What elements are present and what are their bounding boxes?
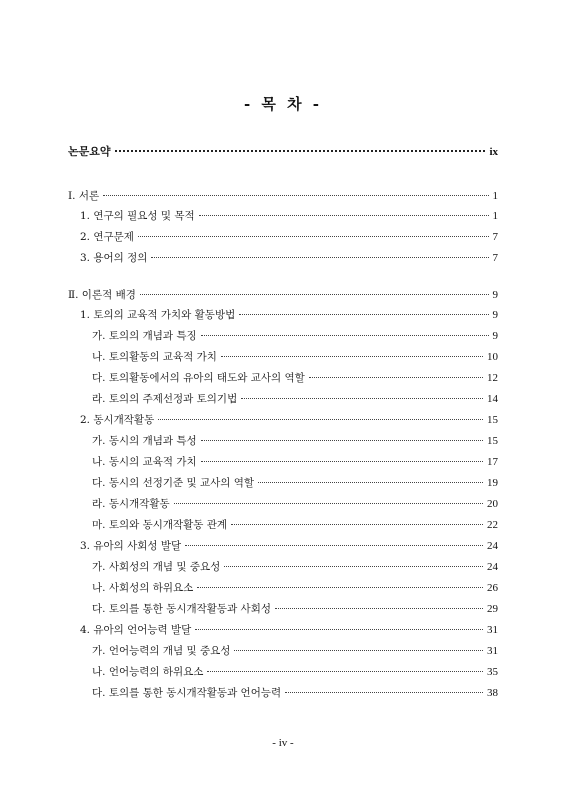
dot-leader [241,398,483,399]
dot-leader [231,524,483,525]
toc-entry[interactable] [68,145,498,159]
toc-entry-page: 7 [492,252,498,264]
toc-entry-label: Ⅱ. 이론적 배경 [68,289,136,301]
toc-entry-page: 14 [487,393,498,405]
toc-entry[interactable] [80,539,498,553]
toc-entry[interactable] [92,602,498,616]
dot-leader [201,335,489,336]
toc-entry-label: 가. 토의의 개념과 특징 [92,330,197,342]
dot-leader [151,257,488,258]
toc-entry-label: 나. 사회성의 하위요소 [92,582,194,594]
toc-entry-page: 9 [492,289,498,301]
dot-leader [158,419,483,420]
toc-entry-page: 38 [487,687,498,699]
toc-entry[interactable] [92,371,498,385]
toc-entry-label: 논문요약 [68,145,111,158]
toc-entry[interactable] [92,455,498,469]
toc-entry[interactable] [80,308,498,322]
toc-entry[interactable] [68,288,498,302]
toc-entry-label: 마. 토의와 동시개작활동 관계 [92,519,228,531]
toc-entry[interactable] [92,497,498,511]
toc-entry[interactable] [68,189,498,203]
toc-entry[interactable] [92,434,498,448]
toc-entry-page: 20 [487,498,498,510]
toc-entry-label: 1. 토의의 교육적 가치와 활동방법 [80,309,236,321]
toc-entry[interactable] [92,560,498,574]
dot-leader [275,608,483,609]
toc-entry-page: 9 [492,330,498,342]
toc-entry-label: 나. 동시의 교육적 가치 [92,456,197,468]
dot-leader [234,650,483,651]
toc-entry-label: 3. 유아의 사회성 발달 [80,540,182,552]
toc-entry-page: 12 [487,372,498,384]
dot-leader [224,566,483,567]
dot-leader [195,629,483,630]
toc-entry-label: 다. 토의활동에서의 유아의 태도와 교사의 역할 [92,372,305,384]
toc-entry-page: 31 [487,624,498,636]
toc-entry-page: 26 [487,582,498,594]
toc-entry-label: 가. 언어능력의 개념 및 중요성 [92,645,231,657]
page-title: - 목 차 - [243,95,323,113]
toc-entry[interactable] [92,686,498,700]
dot-leader [103,195,488,196]
dot-leader [201,440,483,441]
toc-entry-page: 7 [492,231,498,243]
toc-entry-label: 2. 동시개작활동 [80,414,155,426]
toc-entry[interactable] [92,518,498,532]
toc-entry-label: 다. 토의를 통한 동시개작활동과 사회성 [92,603,271,615]
toc-entry-page: 35 [487,666,498,678]
dot-leader [239,314,488,315]
toc-entry-page: 1 [492,210,498,222]
toc-entry-label: 가. 사회성의 개념 및 중요성 [92,561,221,573]
toc-entry[interactable] [92,581,498,595]
dot-leader [138,236,489,237]
dot-leader [140,294,489,295]
toc-entry-page: 31 [487,645,498,657]
dot-leader [221,356,483,357]
dot-leader [201,461,483,462]
toc-entry[interactable] [92,350,498,364]
toc-entry-label: 4. 유아의 언어능력 발달 [80,624,192,636]
toc-entry-page: 24 [487,561,498,573]
toc-entry-label: 1. 연구의 필요성 및 목적 [80,210,195,222]
toc-entry-label: 라. 동시개작활동 [92,498,170,510]
toc-entry-page: 19 [487,477,498,489]
toc-entry-page: ix [489,146,498,158]
toc-entry[interactable] [92,329,498,343]
toc-entry[interactable] [80,413,498,427]
dot-leader [197,587,483,588]
dot-leader [174,503,483,504]
toc-entry-label: Ⅰ. 서론 [68,190,100,202]
toc-entry[interactable] [92,644,498,658]
dot-leader [309,377,483,378]
dot-leader [185,545,483,546]
toc-entry-label: 가. 동시의 개념과 특성 [92,435,197,447]
toc-entry-page: 29 [487,603,498,615]
toc-entry-label: 3. 용어의 정의 [80,252,148,264]
dot-leader [115,150,486,152]
toc-entry-page: 22 [487,519,498,531]
toc-entry[interactable] [92,392,498,406]
toc-entry-label: 나. 언어능력의 하위요소 [92,666,204,678]
page-number-footer: - iv - [272,737,294,749]
toc-entry-label: 라. 토의의 주제선정과 토의기법 [92,393,238,405]
toc-entry[interactable] [80,623,498,637]
toc-entry-label: 2. 연구문제 [80,231,134,243]
toc-entry-label: 나. 토의활동의 교육적 가치 [92,351,217,363]
toc-entry-page: 10 [487,351,498,363]
toc-entry-label: 다. 동시의 선정기준 및 교사의 역할 [92,477,255,489]
toc-entry-page: 15 [487,435,498,447]
toc-entry-page: 24 [487,540,498,552]
toc-entry-page: 15 [487,414,498,426]
toc-entry[interactable] [80,251,498,265]
toc-entry-page: 17 [487,456,498,468]
toc-entry-label: 다. 토의를 통한 동시개작활동과 언어능력 [92,687,282,699]
dot-leader [207,671,483,672]
toc-entry[interactable] [92,665,498,679]
toc-entry-page: 9 [492,309,498,321]
dot-leader [258,482,483,483]
toc-entry[interactable] [92,476,498,490]
toc-entry-page: 1 [492,190,498,202]
toc-entry[interactable] [80,209,498,223]
dot-leader [285,692,483,693]
toc-entry[interactable] [80,230,498,244]
dot-leader [199,215,489,216]
